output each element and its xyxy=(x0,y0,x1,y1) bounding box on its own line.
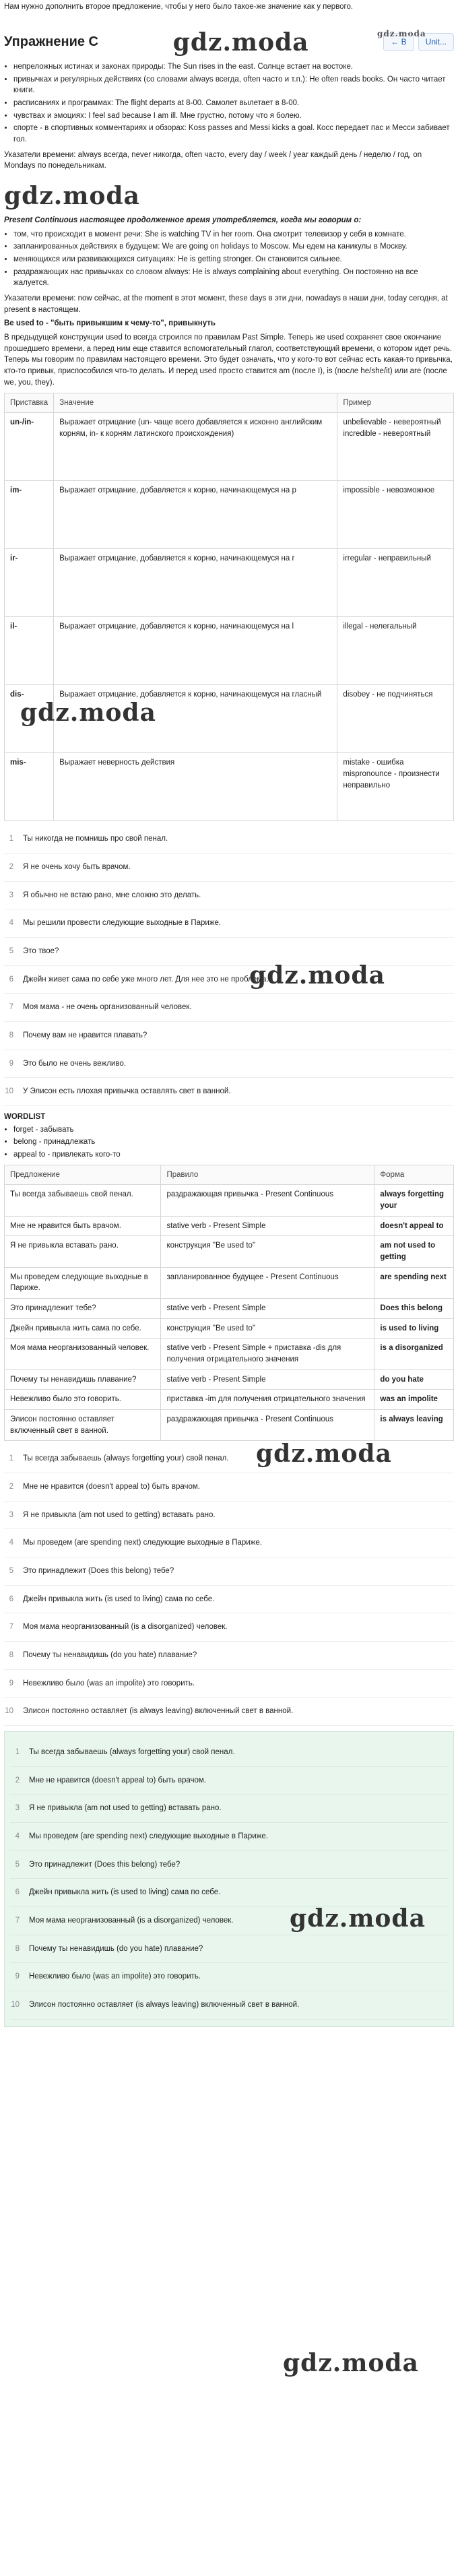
rule-cell: stative verb - Present Simple xyxy=(161,1370,374,1390)
table-row xyxy=(5,1390,454,1410)
answer-text: Мне не нравится (doesn't appeal to) быть врачом. xyxy=(23,1483,200,1491)
rule-cell: конструкция "Be used to" xyxy=(161,1236,374,1267)
list-item: • раздражающих нас привычках со словом always: He is always complaining about everything. Он постоянно на все жалуется. xyxy=(13,267,454,289)
list-item: 10 Элисон постоянно оставляет (is always leaving) включенный свет в ванной. xyxy=(10,1991,448,2020)
rule-cell: конструкция "Be used to" xyxy=(161,1318,374,1339)
prefix-cell: dis- xyxy=(5,685,54,753)
list-item: • привычках и регулярных действиях (со словами always всегда, often часто и т.п.): He often reads books. Он часто читает книги. xyxy=(13,74,454,96)
table-row xyxy=(5,1318,454,1339)
list-item: • меняющихся или развивающихся ситуациях: He is getting stronger. Он становится сильнее. xyxy=(13,254,454,265)
example-item: impossible - невозможное xyxy=(343,486,435,495)
sentence-cell: Джейн привыкла жить сама по себе. xyxy=(5,1318,161,1339)
rule-table xyxy=(4,1165,454,1442)
list-item: 6 Джейн привыкла жить (is used to living) сама по себе. xyxy=(4,1586,454,1614)
sentence-cell: Моя мама неорганизованный человек. xyxy=(5,1339,161,1370)
sentence-cell: Мы проведем следующие выходные в Париже. xyxy=(5,1267,161,1298)
list-item: 5 Это принадлежит (Does this belong) тебе? xyxy=(4,1557,454,1586)
sentence-cell: Ты всегда забываешь свой пенал. xyxy=(5,1185,161,1216)
list-item: 8 Почему ты ненавидишь (do you hate) плавание? xyxy=(10,1935,448,1964)
table-header: Форма xyxy=(374,1165,454,1185)
example-item: irregular - неправильный xyxy=(343,554,431,563)
answer-text: Мы проведем (are spending next) следующие выходные в Париже. xyxy=(23,1539,262,1547)
example-cell xyxy=(337,413,454,481)
form-cell: do you hate xyxy=(374,1370,454,1390)
watermark: gdz.moda xyxy=(249,961,385,990)
rule-cell: приставка -im для получения отрицательного значения xyxy=(161,1390,374,1410)
intro-text: Нам нужно дополнить второе предложение, чтобы у него было такое-же значение как у первого. xyxy=(4,3,354,11)
example-item: mispronounce - произнести неправильно xyxy=(343,769,440,790)
simple-uses-list xyxy=(4,61,454,146)
answer-text: Невежливо было (was an impolite) это говорить. xyxy=(29,1972,201,1981)
list-item: 3 Я не привыкла (am not used to getting) вставать рано. xyxy=(4,1502,454,1530)
list-item: 9 Это было не очень вежливо. xyxy=(4,1050,454,1078)
list-item: 3 Я обычно не встаю рано, мне сложно это делать. xyxy=(4,882,454,910)
sentence-text: Джейн живет сама по себе уже много лет. Для нее это не проблема. xyxy=(23,975,269,984)
form-cell: am not used to getting xyxy=(374,1236,454,1267)
list-item: • forget - забывать xyxy=(13,1124,454,1136)
table-row xyxy=(5,1185,454,1216)
list-item: 9 Невежливо было (was an impolite) это говорить. xyxy=(10,1963,448,1991)
list-item: • том, что происходит в момент речи: She is watching TV in her room. Она смотрит телевизор у себя в комнате. xyxy=(13,229,454,240)
prefix-table xyxy=(4,393,454,822)
answer-text: Почему ты ненавидишь (do you hate) плавание? xyxy=(29,1944,203,1953)
list-item: • чувствах и эмоциях: I feel sad because I am ill. Мне грустно, потому что я болею. xyxy=(13,110,454,122)
sentences-list xyxy=(4,825,454,1106)
answer-text: Элисон постоянно оставляет (is always leaving) включенный свет в ванной. xyxy=(23,1707,294,1716)
prev-exercise-button[interactable]: ← B xyxy=(383,33,414,51)
example-item: incredible - невероятный xyxy=(343,429,431,438)
prefix-cell: ir- xyxy=(5,549,54,617)
table-row xyxy=(5,481,454,549)
answer-text: Я не привыкла (am not used to getting) вставать рано. xyxy=(29,1804,222,1813)
example-cell xyxy=(337,549,454,617)
list-item: 7 Моя мама неорганизованный (is a disorganized) человек. xyxy=(4,1613,454,1642)
list-item: 6 Джейн живет сама по себе уже много лет. Для нее это не проблема. xyxy=(4,966,454,994)
exercise-title: Упражнение C xyxy=(4,34,98,50)
sentence-text: Мы решили провести следующие выходные в Париже. xyxy=(23,919,222,928)
example-item: unbelievable - невероятный xyxy=(343,418,441,427)
list-item: • непреложных истинах и законах природы: The Sun rises in the east. Солнце встает на востоке. xyxy=(13,61,454,73)
watermark: gdz.moda xyxy=(172,28,309,57)
answer-text: Ты всегда забываешь (always forgetting your) свой пенал. xyxy=(23,1454,229,1463)
table-row xyxy=(5,753,454,821)
answer-text: Джейн привыкла жить (is used to living) сама по себе. xyxy=(23,1595,215,1603)
example-cell xyxy=(337,481,454,549)
sentence-text: Я не очень хочу быть врачом. xyxy=(23,862,131,871)
rule-cell: раздражающая привычка - Present Continuous xyxy=(161,1409,374,1440)
list-item: 8 Почему ты ненавидишь (do you hate) плавание? xyxy=(4,1642,454,1670)
list-item: • спорте - в спортивных комментариях и обзорах: Koss passes and Messi kicks a goal. Косс передает пас и Месси забивает гол. xyxy=(13,123,454,145)
list-item: 5 Это твое? xyxy=(4,938,454,966)
rule-cell: stative verb - Present Simple xyxy=(161,1298,374,1318)
list-item: 7 Моя мама - не очень организованный человек. xyxy=(4,994,454,1022)
rule-cell: stative verb - Present Simple + приставка -dis для получения отрицательного значения xyxy=(161,1339,374,1370)
list-item: 6 Джейн привыкла жить (is used to living) сама по себе. xyxy=(10,1879,448,1907)
sentence-text: Это было не очень вежливо. xyxy=(23,1059,126,1068)
sentence-text: Моя мама - не очень организованный человек. xyxy=(23,1003,192,1012)
watermark-row xyxy=(4,179,454,214)
example-cell xyxy=(337,685,454,753)
rule-cell: stative verb - Present Simple xyxy=(161,1216,374,1236)
table-header: Правило xyxy=(161,1165,374,1185)
table-header: Значение xyxy=(54,393,337,413)
answer-text: Элисон постоянно оставляет (is always leaving) включенный свет в ванной. xyxy=(29,2001,300,2009)
sentence-cell: Это принадлежит тебе? xyxy=(5,1298,161,1318)
continuous-uses-list xyxy=(4,229,454,289)
form-cell: always forgetting your xyxy=(374,1185,454,1216)
answers-highlight-box xyxy=(4,1731,454,2027)
page xyxy=(0,1,458,2027)
answer-text: Моя мама неорганизованный (is a disorganized) человек. xyxy=(29,1917,234,1925)
continuous-intro: Present Continuous настоящее продолженное время употребляется, когда мы говорим о: xyxy=(4,216,362,225)
list-item: 5 Это принадлежит (Does this belong) тебе? xyxy=(10,1851,448,1879)
list-item: 7 Моя мама неорганизованный (is a disorganized) человек. xyxy=(10,1907,448,1935)
list-item: 1 Ты всегда забываешь (always forgetting your) свой пенал. xyxy=(10,1739,448,1767)
form-cell: was an impolite xyxy=(374,1390,454,1410)
watermark: gdz.moda xyxy=(283,2349,419,2377)
answers-list-highlighted xyxy=(10,1739,448,2020)
sentence-cell: Я не привыкла вставать рано. xyxy=(5,1236,161,1267)
answer-text: Почему ты ненавидишь (do you hate) плавание? xyxy=(23,1651,197,1660)
list-item: 2 Мне не нравится (doesn't appeal to) быть врачом. xyxy=(4,1473,454,1502)
list-item: 10 Элисон постоянно оставляет (is always leaving) включенный свет в ванной. xyxy=(4,1698,454,1726)
example-cell xyxy=(337,617,454,685)
list-item: • appeal to - привлекать кого-то xyxy=(13,1149,454,1161)
sentence-text: Я обычно не встаю рано, мне сложно это делать. xyxy=(23,891,201,899)
form-cell: are spending next xyxy=(374,1267,454,1298)
wordlist-title: WORDLIST xyxy=(4,1112,46,1121)
table-row xyxy=(5,1236,454,1267)
prefix-cell: mis- xyxy=(5,753,54,821)
example-item: mistake - ошибка xyxy=(343,759,404,767)
prefix-cell: im- xyxy=(5,481,54,549)
rule-cell: раздражающая привычка - Present Continuous xyxy=(161,1185,374,1216)
sentence-cell: Мне не нравится быть врачом. xyxy=(5,1216,161,1236)
table-row xyxy=(5,1216,454,1236)
meaning-cell: Выражает неверность действия xyxy=(54,753,337,821)
watermark: gdz.moda xyxy=(256,1440,392,1468)
list-item: • запланированных действиях в будущем: We are going on holidays to Moscow. Мы едем на каникулы в Москву. xyxy=(13,241,454,253)
used-to-text: В предыдущей конструкции used to всегда строился по правилам Past Simple. Теперь же used сохраняет свое окончание прошедшего времени, а перед ним еще ставится вспомогательный глагол, соответствующий времени, о котором идет речь. Теперь мы говорим по правилам настоящего времени. Это будет означать, что у кого-то вот сейчас есть какая-то привычка, кто-то привык, приспособился что-то делать. И перед used просто ставится am (после I), is (после he/she/it) или are (после we, you, they). xyxy=(4,333,453,387)
table-row xyxy=(5,1298,454,1318)
list-item: 3 Я не привыкла (am not used to getting) вставать рано. xyxy=(10,1795,448,1823)
table-header: Приставка xyxy=(5,393,54,413)
watermark: gdz.moda xyxy=(377,29,426,38)
answer-text: Я не привыкла (am not used to getting) вставать рано. xyxy=(23,1510,216,1519)
form-cell: doesn't appeal to xyxy=(374,1216,454,1236)
answer-text: Ты всегда забываешь (always forgetting your) свой пенал. xyxy=(29,1748,235,1757)
sentence-text: Это твое? xyxy=(23,946,59,955)
sentence-cell: Элисон постоянно оставляет включенный свет в ванной. xyxy=(5,1409,161,1440)
table-row xyxy=(5,549,454,617)
list-item: 4 Мы проведем (are spending next) следующие выходные в Париже. xyxy=(10,1823,448,1851)
table-row xyxy=(5,617,454,685)
meaning-cell: Выражает отрицание, добавляется к корню, начинающемуся на гласный xyxy=(54,685,337,753)
answer-text: Это принадлежит (Does this belong) тебе? xyxy=(23,1567,174,1576)
list-item: 2 Я не очень хочу быть врачом. xyxy=(4,854,454,882)
example-item: disobey - не подчиняться xyxy=(343,690,433,699)
table-row xyxy=(5,1370,454,1390)
time-markers-continuous: Указатели времени: now сейчас, at the moment в этот момент, these days в эти дни, nowadays в наши дни, today сегодня, at present в настоящем. xyxy=(4,294,448,314)
sentence-text: Почему вам не нравится плавать? xyxy=(23,1031,148,1039)
form-cell: is always leaving xyxy=(374,1409,454,1440)
watermark: gdz.moda xyxy=(20,699,156,727)
meaning-cell: Выражает отрицание (un- чаще всего добавляется к исконно английским корням, in- к корням латинского происхождения) xyxy=(54,413,337,481)
list-item: 9 Невежливо было (was an impolite) это говорить. xyxy=(4,1670,454,1698)
answer-text: Мы проведем (are spending next) следующие выходные в Париже. xyxy=(29,1832,268,1841)
answer-text: Моя мама неорганизованный (is a disorganized) человек. xyxy=(23,1623,228,1632)
prefix-cell: un-/in- xyxy=(5,413,54,481)
table-row xyxy=(5,1267,454,1298)
used-to-title: Be used to - "быть привыкшим к чему-то", привыкнуть xyxy=(4,319,216,328)
list-item: • belong - принадлежать xyxy=(13,1136,454,1148)
answer-text: Джейн привыкла жить (is used to living) сама по себе. xyxy=(29,1888,221,1897)
form-cell: Does this belong xyxy=(374,1298,454,1318)
table-header: Пример xyxy=(337,393,454,413)
list-item: 8 Почему вам не нравится плавать? xyxy=(4,1022,454,1050)
sentence-cell: Почему ты ненавидишь плавание? xyxy=(5,1370,161,1390)
time-markers-simple: Указатели времени: always всегда, never никогда, often часто, every day / week / year каждый день / неделю / год, on Mondays по понедельникам. xyxy=(4,150,422,170)
answer-text: Мне не нравится (doesn't appeal to) быть врачом. xyxy=(29,1776,206,1784)
list-item: 10 У Элисон есть плохая привычка оставлять свет в ванной. xyxy=(4,1078,454,1106)
list-item: • расписаниях и программах: The flight departs at 8-00. Самолет вылетает в 8-00. xyxy=(13,98,454,109)
prefix-cell: il- xyxy=(5,617,54,685)
meaning-cell: Выражает отрицание, добавляется к корню, начинающемуся на р xyxy=(54,481,337,549)
answer-text: Невежливо было (was an impolite) это говорить. xyxy=(23,1679,195,1687)
list-item: 1 Ты всегда забываешь (always forgetting your) свой пенал. xyxy=(4,1445,454,1473)
table-row xyxy=(5,413,454,481)
list-item: 1 Ты никогда не помнишь про свой пенал. xyxy=(4,825,454,854)
answers-list-plain xyxy=(4,1445,454,1726)
watermark: gdz.moda xyxy=(4,181,140,210)
answer-text: Это принадлежит (Does this belong) тебе? xyxy=(29,1860,181,1869)
wordlist xyxy=(4,1124,454,1161)
rule-cell: запланированное будущее - Present Continuous xyxy=(161,1267,374,1298)
list-item: 4 Мы проведем (are spending next) следующие выходные в Париже. xyxy=(4,1529,454,1557)
table-row xyxy=(5,1339,454,1370)
example-cell xyxy=(337,753,454,821)
sentence-text: Ты никогда не помнишь про свой пенал. xyxy=(23,835,168,843)
example-item: illegal - нелегальный xyxy=(343,622,417,631)
list-item: 4 Мы решили провести следующие выходные в Париже. xyxy=(4,909,454,938)
form-cell: is a disorganized xyxy=(374,1339,454,1370)
sentence-text: У Элисон есть плохая привычка оставлять свет в ванной. xyxy=(23,1087,231,1096)
meaning-cell: Выражает отрицание, добавляется к корню, начинающемуся на l xyxy=(54,617,337,685)
meaning-cell: Выражает отрицание, добавляется к корню, начинающемуся на r xyxy=(54,549,337,617)
watermark: gdz.moda xyxy=(290,1904,426,1933)
sentence-cell: Невежливо было это говорить. xyxy=(5,1390,161,1410)
list-item: 2 Мне не нравится (doesn't appeal to) быть врачом. xyxy=(10,1767,448,1795)
next-unit-button[interactable]: Unit... xyxy=(418,33,454,51)
table-header: Предложение xyxy=(5,1165,161,1185)
form-cell: is used to living xyxy=(374,1318,454,1339)
